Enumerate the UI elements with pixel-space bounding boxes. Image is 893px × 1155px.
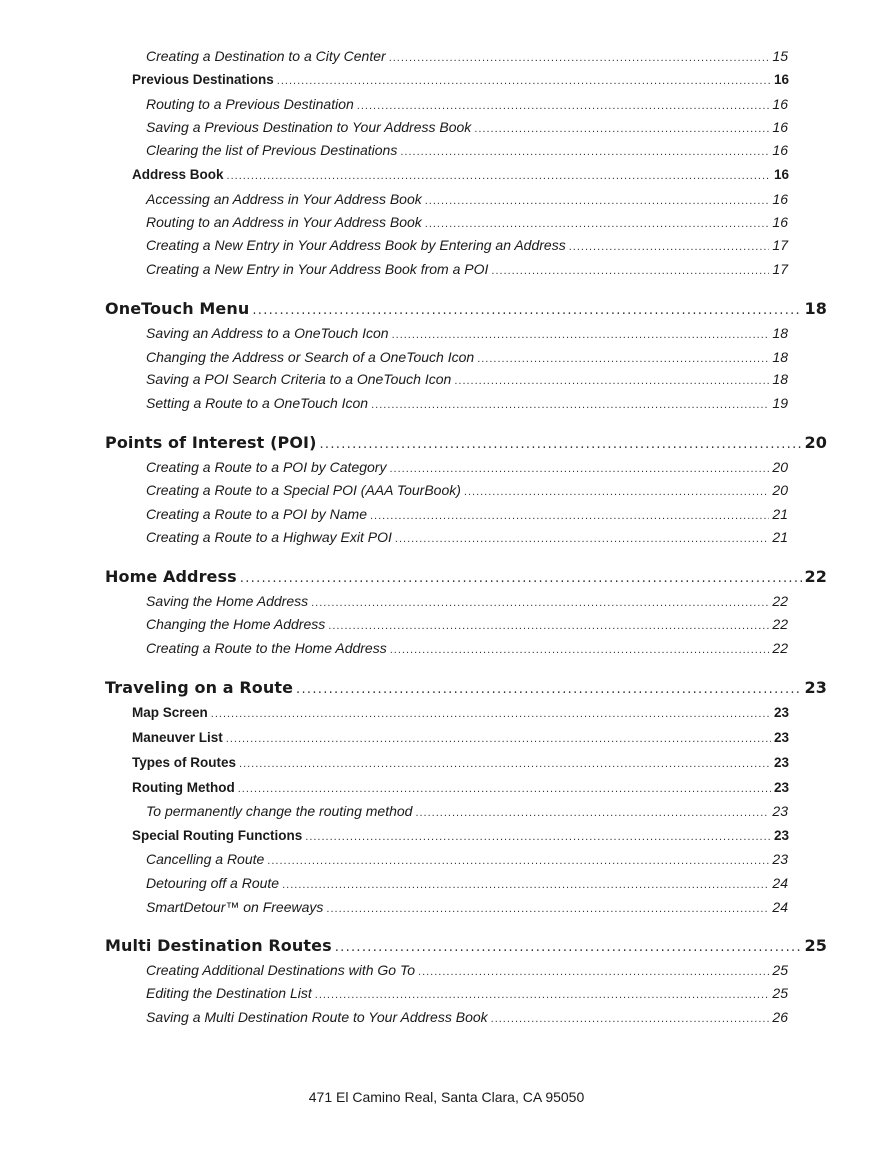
toc-entry-title: OneTouch Menu: [105, 299, 250, 318]
toc-section-entry: [132, 167, 789, 182]
toc-page-number: 23: [773, 828, 789, 843]
toc-chapter-entry: [105, 678, 827, 697]
toc-dot-leader: [418, 966, 769, 978]
toc-page-number: 15: [772, 48, 788, 64]
toc-entry-title: Creating a Destination to a City Center: [146, 48, 386, 64]
toc-subsection-entry: [146, 482, 788, 498]
toc-subsection-entry: [146, 640, 788, 656]
toc-dot-leader: [315, 989, 770, 1001]
toc-dot-leader: [370, 510, 769, 522]
toc-page-number: 18: [772, 371, 788, 387]
toc-entry-title: Changing the Address or Search of a OneTouch Icon: [146, 349, 475, 365]
toc-entry-title: Creating a Route to the Home Address: [146, 640, 387, 656]
toc-dot-leader: [400, 146, 769, 158]
toc-entry-title: Detouring off a Route: [146, 875, 280, 891]
toc-page-number: 22: [772, 640, 788, 656]
toc-dot-leader: [328, 620, 769, 632]
toc-dot-leader: [464, 486, 770, 498]
toc-page-number: 23: [804, 678, 827, 697]
toc-subsection-entry: [146, 214, 788, 230]
toc-page-number: 16: [772, 214, 788, 230]
toc-page-number: 22: [804, 567, 827, 586]
toc-subsection-entry: [146, 529, 788, 545]
toc-dot-leader: [227, 170, 771, 182]
toc-dot-leader: [569, 241, 770, 253]
toc-chapter-entry: [105, 567, 827, 586]
toc-page-number: 16: [773, 167, 789, 182]
toc-page-number: 21: [772, 506, 788, 522]
toc-entry-title: Editing the Destination List: [146, 985, 312, 1001]
toc-subsection-entry: [146, 899, 788, 915]
toc-page-number: 25: [772, 985, 788, 1001]
toc-entry-title: Creating a New Entry in Your Address Book from a POI: [146, 261, 489, 277]
toc-dot-leader: [425, 195, 770, 207]
toc-dot-leader: [389, 52, 770, 64]
toc-page-number: 23: [773, 705, 789, 720]
toc-subsection-entry: [146, 237, 788, 253]
toc-entry-title: Home Address: [105, 567, 237, 586]
toc-entry-title: Saving a Previous Destination to Your Address Book: [146, 119, 472, 135]
toc-entry-title: Types of Routes: [132, 755, 237, 770]
toc-page-number: 23: [773, 755, 789, 770]
toc-page-number: 16: [772, 142, 788, 158]
toc-subsection-entry: [146, 985, 788, 1001]
toc-entry-title: Previous Destinations: [132, 72, 274, 87]
toc-subsection-entry: [146, 142, 788, 158]
toc-entry-title: Creating a Route to a POI by Name: [146, 506, 367, 522]
toc-page-number: 16: [772, 96, 788, 112]
toc-entry-title: Points of Interest (POI): [105, 433, 317, 452]
toc-page-number: 23: [772, 803, 788, 819]
toc-page-number: 22: [772, 593, 788, 609]
page-footer-address: 471 El Camino Real, Santa Clara, CA 95050: [308, 1089, 585, 1105]
toc-dot-leader: [267, 855, 769, 867]
toc-page-number: 25: [804, 936, 827, 955]
toc-dot-leader: [491, 1013, 770, 1025]
toc-entry-title: Creating a Route to a Special POI (AAA TourBook): [146, 482, 461, 498]
toc-entry-title: Saving a POI Search Criteria to a OneTouch Icon: [146, 371, 452, 387]
toc-page-number: 25: [772, 962, 788, 978]
toc-page-number: 18: [804, 299, 827, 318]
toc-entry-title: Accessing an Address in Your Address Book: [146, 191, 422, 207]
toc-page-number: 22: [772, 616, 788, 632]
toc-page-number: 20: [804, 433, 827, 452]
toc-subsection-entry: [146, 616, 788, 632]
toc-entry-title: Special Routing Functions: [132, 828, 303, 843]
toc-subsection-entry: [146, 261, 788, 277]
toc-section-entry: [132, 828, 789, 843]
toc-dot-leader: [415, 807, 769, 819]
toc-entry-title: Routing to an Address in Your Address Book: [146, 214, 422, 230]
toc-subsection-entry: [146, 506, 788, 522]
toc-dot-leader: [226, 733, 771, 745]
toc-chapter-entry: [105, 433, 827, 452]
toc-entry-title: Creating Additional Destinations with Go To: [146, 962, 416, 978]
toc-section-entry: [132, 730, 789, 745]
toc-page-number: 20: [772, 482, 788, 498]
toc-page-number: 16: [772, 191, 788, 207]
toc-dot-leader: [390, 644, 770, 656]
toc-entry-title: Address Book: [132, 167, 224, 182]
toc-subsection-entry: [146, 962, 788, 978]
toc-dot-leader: [491, 265, 769, 277]
toc-entry-title: SmartDetour™ on Freeways: [146, 899, 324, 915]
toc-subsection-entry: [146, 325, 788, 341]
toc-dot-leader: [395, 533, 770, 545]
toc-entry-title: Map Screen: [132, 705, 208, 720]
toc-page-number: 23: [772, 851, 788, 867]
toc-page-number: 23: [773, 780, 789, 795]
toc-page-number: 17: [772, 261, 788, 277]
toc-dot-leader: [454, 375, 769, 387]
toc-chapter-entry: [105, 299, 827, 318]
toc-entry-title: Routing Method: [132, 780, 235, 795]
toc-page-number: 17: [772, 237, 788, 253]
toc-subsection-entry: [146, 349, 788, 365]
toc-subsection-entry: [146, 593, 788, 609]
toc-section-entry: [132, 72, 789, 87]
toc-page-number: 24: [772, 899, 788, 915]
toc-entry-title: Changing the Home Address: [146, 616, 326, 632]
toc-dot-leader: [282, 879, 769, 891]
toc-dot-leader: [211, 708, 771, 720]
toc-entry-title: Routing to a Previous Destination: [146, 96, 354, 112]
toc-page-number: 21: [772, 529, 788, 545]
toc-subsection-entry: [146, 459, 788, 475]
toc-entry-title: Saving an Address to a OneTouch Icon: [146, 325, 389, 341]
toc-entry-title: Maneuver List: [132, 730, 223, 745]
toc-page-number: 19: [772, 395, 788, 411]
toc-page-number: 23: [773, 730, 789, 745]
toc-dot-leader: [357, 100, 770, 112]
toc-dot-leader: [326, 903, 769, 915]
toc-subsection-entry: [146, 96, 788, 112]
toc-subsection-entry: [146, 803, 788, 819]
toc-entry-title: Creating a Route to a POI by Category: [146, 459, 387, 475]
toc-dot-leader: [252, 303, 801, 318]
toc-dot-leader: [238, 783, 771, 795]
toc-subsection-entry: [146, 395, 788, 411]
toc-subsection-entry: [146, 875, 788, 891]
toc-dot-leader: [425, 218, 770, 230]
toc-entry-title: Creating a New Entry in Your Address Book by Entering an Address: [146, 237, 566, 253]
toc-subsection-entry: [146, 119, 788, 135]
toc-page-number: 18: [772, 325, 788, 341]
toc-page-number: 18: [772, 349, 788, 365]
toc-dot-leader: [371, 399, 769, 411]
toc-subsection-entry: [146, 1009, 788, 1025]
toc-entry-title: Saving a Multi Destination Route to Your Address Book: [146, 1009, 488, 1025]
toc-entry-title: Setting a Route to a OneTouch Icon: [146, 395, 369, 411]
toc-page-number: 16: [773, 72, 789, 87]
toc-entry-title: To permanently change the routing method: [146, 803, 413, 819]
toc-entry-title: Traveling on a Route: [105, 678, 294, 697]
toc-page-number: 26: [772, 1009, 788, 1025]
toc-entry-title: Multi Destination Routes: [105, 936, 332, 955]
toc-dot-leader: [477, 353, 769, 365]
toc-section-entry: [132, 705, 789, 720]
toc-subsection-entry: [146, 191, 788, 207]
toc-dot-leader: [320, 437, 802, 452]
toc-section-entry: [132, 780, 789, 795]
toc-dot-leader: [277, 75, 771, 87]
toc-subsection-entry: [146, 851, 788, 867]
toc-section-entry: [132, 755, 789, 770]
toc-dot-leader: [296, 682, 802, 697]
toc-subsection-entry: [146, 371, 788, 387]
toc-dot-leader: [474, 123, 769, 135]
toc-entry-title: Saving the Home Address: [146, 593, 309, 609]
toc-dot-leader: [240, 571, 802, 586]
toc-page-number: 24: [772, 875, 788, 891]
toc-dot-leader: [311, 597, 769, 609]
toc-dot-leader: [392, 329, 770, 341]
toc-entry-title: Creating a Route to a Highway Exit POI: [146, 529, 392, 545]
toc-entry-title: Clearing the list of Previous Destinations: [146, 142, 398, 158]
toc-dot-leader: [305, 831, 771, 843]
toc-subsection-entry: [146, 48, 788, 64]
toc-dot-leader: [389, 463, 769, 475]
toc-page-number: 20: [772, 459, 788, 475]
toc-entry-title: Cancelling a Route: [146, 851, 265, 867]
toc-dot-leader: [335, 940, 802, 955]
toc-chapter-entry: [105, 936, 827, 955]
toc-page-number: 16: [772, 119, 788, 135]
toc-dot-leader: [239, 758, 771, 770]
